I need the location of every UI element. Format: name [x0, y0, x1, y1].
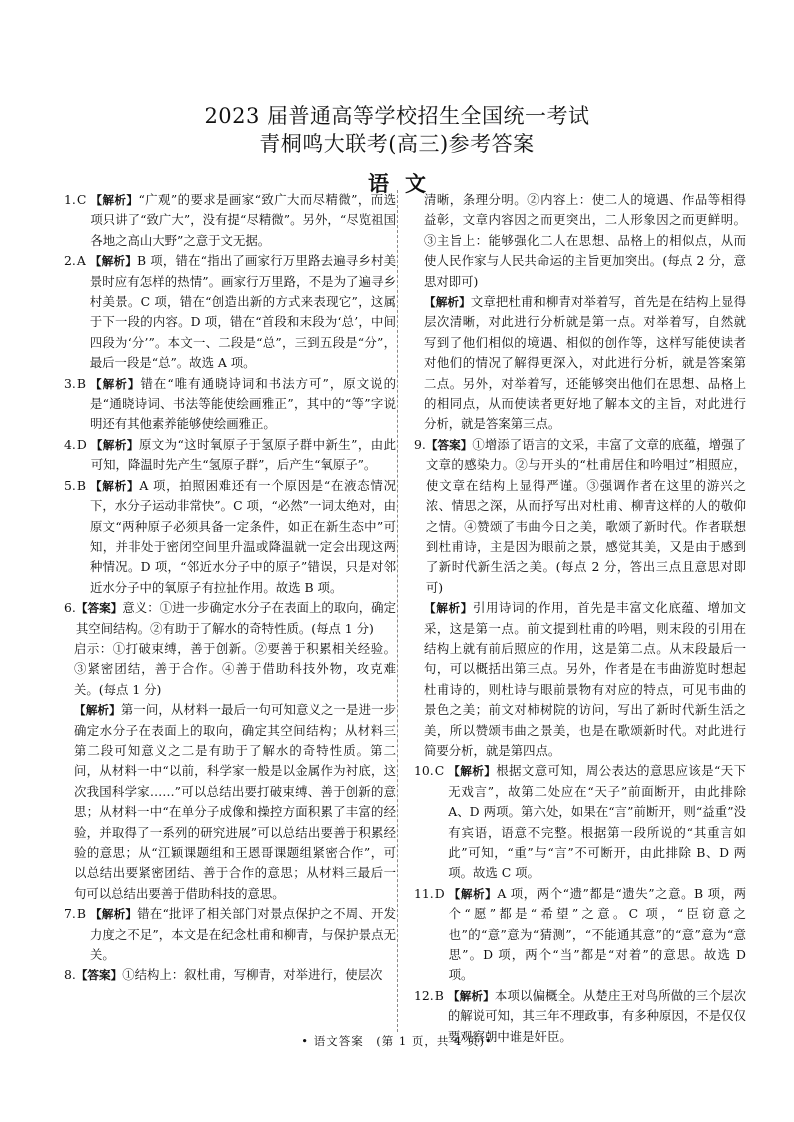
answer-item-11: [414, 884, 746, 986]
question-number: 7.: [64, 906, 76, 922]
page-footer: • 语文答案 (第 1 页，共 4 页)•: [301, 1034, 493, 1048]
answer-tag: 【答案】: [75, 601, 123, 616]
analysis-text: 第一问，从材料一最后一句可知意义之一是进一步确定水分子在表面上的取向，确定其空间结构；从材料三第二段可知意义之二是有助于了解水的奇特性质。第二问，从材料一中“以前，科学家一般是以金属作为衬底，这次我国科学家……”可以总结出要打破束缚、善于创新的意思；从材料一中“在单分子成像和操控方面积累了丰富的经验，并取得了一系列的研究进展”可以总结出要善于积累经验的意思；从“江颖课题组和王恩哥课题组紧密合作”，可以总结出要紧密团结、善于合作的意思；从材料三最后一句可以总结出要善于借助科技的意思。: [74, 702, 396, 901]
question-number: 4.: [64, 436, 76, 452]
left-column: [64, 190, 396, 986]
answer-item-7: [64, 904, 396, 965]
analysis-text: 错在“唯有通晓诗词和书法方可”，原文说的是“通晓诗词、书法等能使绘画雅正”，其中的“等”字说明还有其他素养能够使绘画雅正。: [89, 375, 396, 432]
question-number: 2.: [64, 253, 76, 269]
analysis-tag: 【解析】: [424, 601, 473, 616]
answer-item-3: [64, 374, 396, 435]
analysis-text: A 项，拍照困难还有一个原因是“在液态情况下，水分子运动非常快”。C 项，“必然”一词太绝对，由原文“两种原子必须具备一定条件，如正在新生态中”可知，并非处于密闭空间里升温或降温就一定会出现这两种情况。D 项，“邻近水分子中的原子”错误，只是对邻近水分子中的氧原子有拉扯作用。故选 B 项。: [89, 477, 396, 595]
analysis-text: 根据文意可知，周公表达的意思应该是“天下无戏言”，故第二处应在“天子”前面断开，由此排除 A、D 两项。第六处，如果在“言”前断开，则“益重”没有宾语，语意不完整。根据第一段所说的“其重言如此”可知，“重”与“言”不可断开，由此排除 B、D 两项。故选 C 项。: [448, 763, 746, 881]
analysis-tag: 【解析】: [89, 478, 140, 493]
answer-text-continued: [414, 190, 746, 292]
analysis-tag: 【解析】: [74, 703, 121, 718]
answer-choice: B: [76, 906, 86, 922]
subject-title: 语文: [368, 172, 442, 196]
exam-title: 2023 届普通高等学校招生全国统一考试: [204, 104, 590, 128]
question-number: 3.: [64, 375, 76, 391]
answer-choice: B: [76, 375, 86, 391]
analysis-text: 原文为“这时氧原子于氢原子群中新生”，由此可知，降温时先产生“氢原子群”，后产生“氧原子”。: [90, 436, 396, 473]
answer-choice: A: [76, 253, 86, 269]
analysis-text: 错在“批评了相关部门对景点保护之不周、开发力度之不足”，本文是在纪念杜甫和柳青，与保护景点无关。: [89, 906, 396, 963]
analysis-tag: 【解析】: [90, 437, 139, 452]
analysis-tag: 【解析】: [447, 988, 495, 1003]
analysis-text: 引用诗词的作用，首先是丰富文化底蕴、增加文采，这是第一点。前文提到杜甫的吟唱，则末段的引用在结构上就有前后照应的作用，这是第二点。从末段最后一句，可以概括出第三点。另外，作者是在韦曲游览时想起杜甫诗的，则杜诗与眼前景物有对应的特点，可见韦曲的景色之美；前文对柿树院的访问，写出了新时代新生活之美，所以赞颂韦曲之景美，也是在歌颂新时代。对此进行简要分析，就是第四点。: [424, 600, 746, 758]
answer-tag: 【答案】: [425, 437, 473, 452]
analysis-text: “广观”的要求是画家“致广大而尽精微”，而选项只讲了“致广大”，没有提“尽精微”。另外，“尽览祖国各地之高山大野”之意于文无据。: [90, 192, 396, 248]
answer-item-1: [64, 190, 396, 251]
question-number: 6.: [64, 600, 76, 616]
answer-choice: D: [76, 436, 87, 452]
answer-text-part: ①结构上：叙杜甫，写柳青，对举进行，使层次: [122, 967, 383, 983]
answer-item-5: [64, 476, 396, 598]
analysis-tag: 【解析】: [448, 764, 497, 779]
analysis-tag: 【解析】: [448, 886, 498, 901]
analysis-tag: 【解析】: [424, 295, 471, 310]
answer-text: 意义：①进一步确定水分子在表面上的取向，确定其空间结构。②有助于了解水的奇特性质。(每点 1 分): [75, 600, 396, 636]
question-number: 10.: [414, 763, 434, 779]
answer-choice: D: [434, 885, 445, 901]
item8-answer-rest: 清晰，条理分明。②内容上：使二人的境遇、作品等相得益彰，文章内容因之而更突出，二人形象因之而更鲜明。③主旨上：能够强化二人在思想、品格上的相似点，从而使人民作家与人民共命运的主旨更加突出。(每点 2 分，意思对即可): [424, 192, 746, 289]
right-column: [414, 190, 746, 1047]
answer-choice: B: [434, 987, 444, 1003]
answer-choice: C: [434, 763, 445, 779]
exam-subtitle: 青桐鸣大联考(高三)参考答案: [259, 132, 535, 156]
answer-choice: C: [76, 192, 87, 207]
answer-text-continued: 启示：①打破束缚，善于创新。②要善于积累相关经验。③紧密团结，善于合作。④善于借助科技外物，攻克难关。(每点 1 分): [74, 640, 396, 697]
question-number: 8.: [64, 967, 76, 983]
page-header: [0, 102, 794, 198]
analysis-paragraph: [64, 700, 396, 904]
column-divider: [397, 190, 398, 1032]
answer-choice: B: [76, 477, 86, 493]
answer-item-10: [414, 761, 746, 883]
analysis-paragraph: [414, 292, 746, 435]
analysis-paragraph: [414, 598, 746, 761]
question-number: 9.: [414, 436, 426, 452]
question-number: 11.: [414, 885, 434, 901]
analysis-tag: 【解析】: [90, 193, 139, 207]
question-number: 12.: [414, 987, 434, 1003]
answer-item-4: [64, 435, 396, 476]
answer-text: ①增添了语言的文采，丰富了文章的底蕴，增强了文章的感染力。②与开头的“杜甫居住和吟唱过”相照应，使文章在结构上显得严谨。③强调作者在这里的游兴之浓、情思之深，从而抒写出对杜甫、柳青这样的人的敬仰之情。④赞颂了韦曲今日之美，歌颂了新时代。作者联想到杜甫诗，主是因为眼前之景，感觉其美，又是由于感到了新时代新生活之美。(每点 2 分，答出三点且意思对即可): [425, 436, 746, 595]
answer-item-6: [64, 598, 396, 639]
analysis-text: 本项以偏概全。从楚庄王对鸟所做的三个层次的解说可知，其三年不理政事，有多种原因，不是仅仅要观察朝中谁是奸臣。: [447, 987, 746, 1044]
analysis-text: A 项，两个“遗”都是“遗失”之意。B 项，两个“愿”都是“希望”之意。C 项，“臣窃意之也”的“意”意为“猜测”，“不能通其意”的“意”意为“意思”。D 项，两个“当”都是“对着”的意思。故选 D 项。: [448, 885, 746, 983]
answer-item-8: [64, 965, 396, 985]
question-number: 1.: [64, 192, 76, 207]
answer-item-2: [64, 251, 396, 373]
analysis-text: B 项，错在“指出了画家行万里路去遍寻乡村美景时应有怎样的热情”。画家行万里路，不是为了遍寻乡村美景。C 项，错在“创造出新的方式来表现它”，这属于下一段的内容。D 项，错在“首段和末段为‘总’，中间四段为‘分’”。本文一、二段是“总”，三到五段是“分”，最后一段是“总”。故选 A 项。: [89, 253, 396, 371]
analysis-tag: 【解析】: [89, 907, 138, 922]
answer-tag: 【答案】: [75, 968, 123, 983]
analysis-tag: 【解析】: [89, 254, 137, 269]
answer-item-9: [414, 435, 746, 598]
analysis-tag: 【解析】: [89, 376, 141, 391]
question-number: 5.: [64, 477, 76, 493]
analysis-text: 文章把杜甫和柳青对举着写，首先是在结构上显得层次清晰，对此进行分析就是第一点。对举着写，自然就写到了他们相似的境遇、相似的创作等，这样写能使读者对他们的情况了解得更深入，对此进行分析，就是答案第二点。另外，对举着写，还能够突出他们在思想、品格上的相同点，从而使读者更好地了解本文的主旨，对此进行分析，就是答案第三点。: [424, 294, 746, 432]
